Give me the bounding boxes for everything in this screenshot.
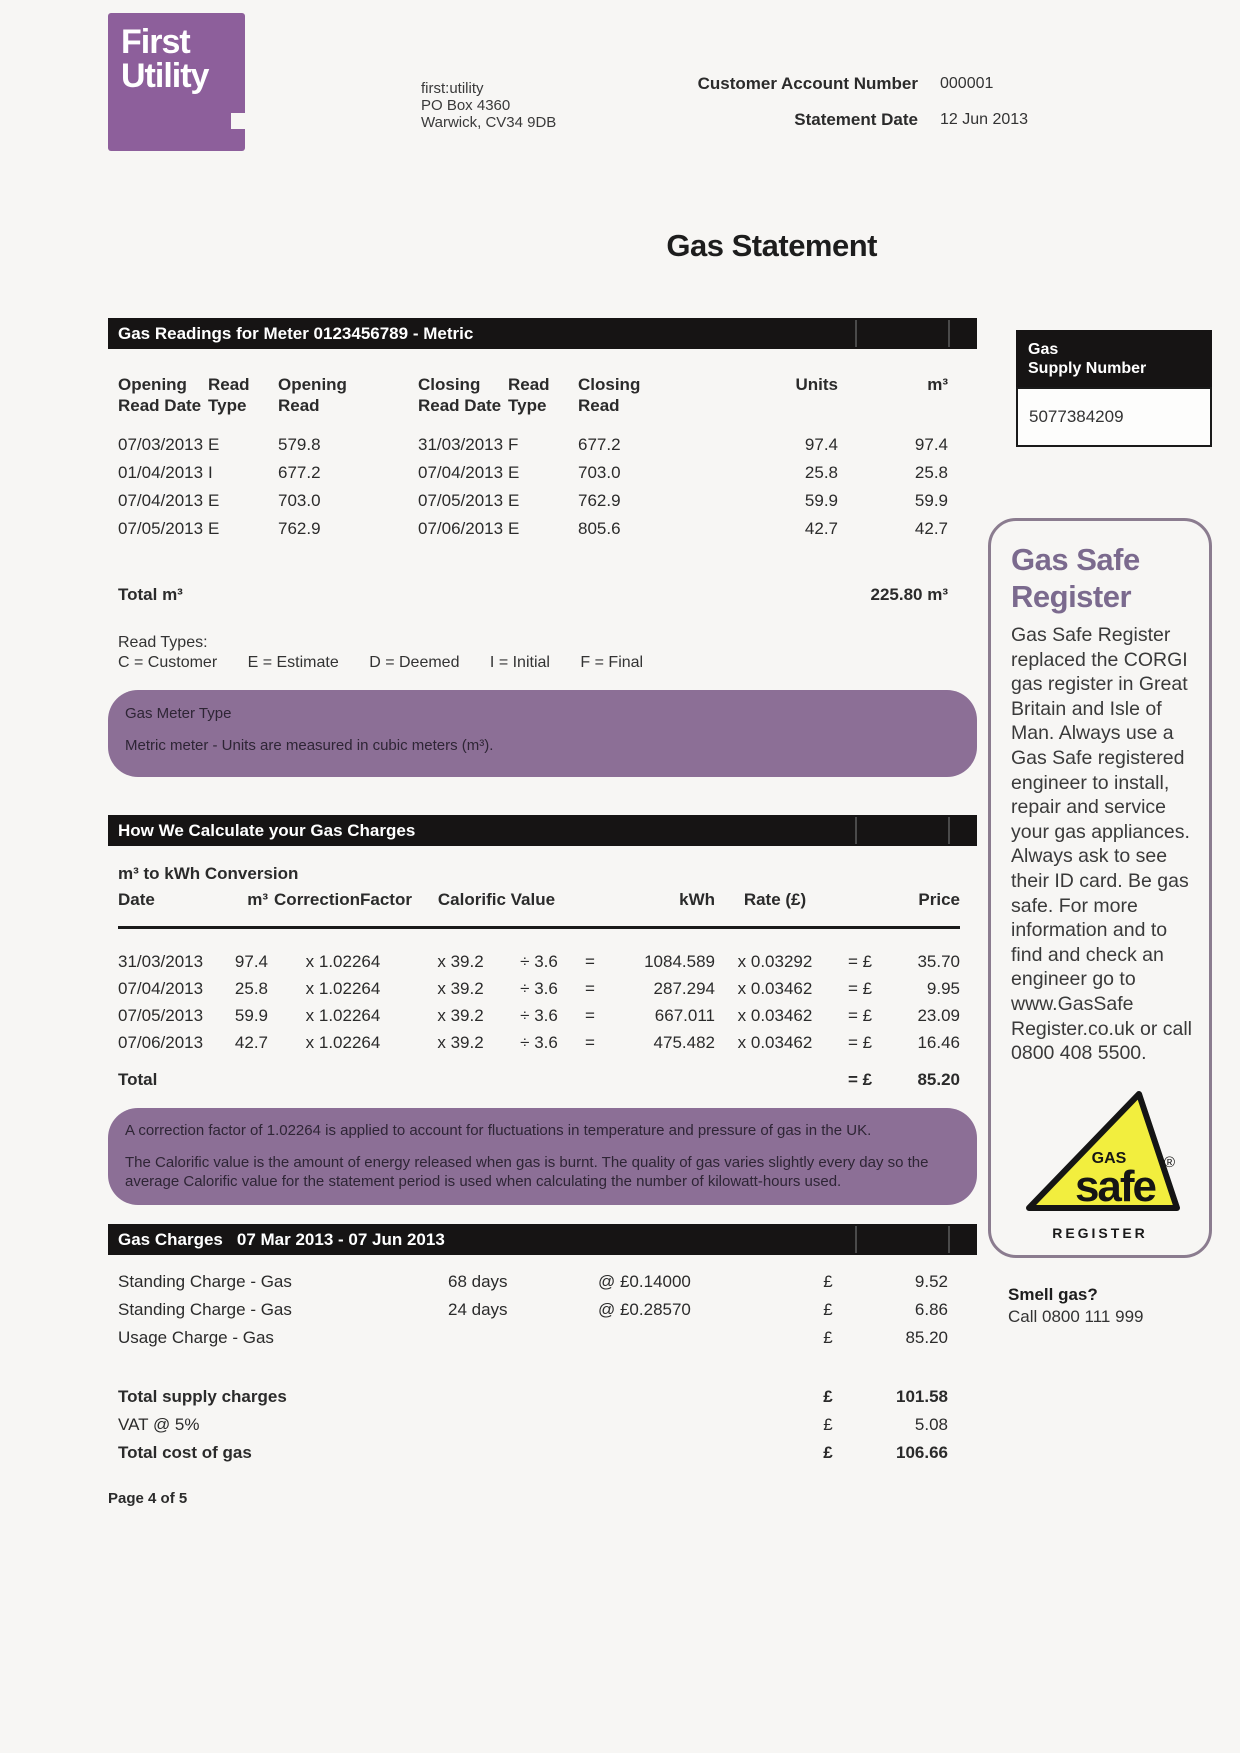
section-header-calculation — [108, 815, 977, 846]
logo-safe-text: safe — [1074, 1162, 1156, 1211]
correction-cell: x 1.02264 — [305, 978, 381, 998]
opening-date-cell: 01/04/2013 — [118, 463, 204, 482]
kwh-cell: 475.482 — [653, 1032, 715, 1052]
section-title-gas-charges: Gas Charges — [118, 1230, 223, 1249]
col-header-correction-factor: CorrectionFactor — [274, 890, 412, 909]
vat-label: VAT @ 5% — [118, 1415, 200, 1434]
m3-cell: 42.7 — [234, 1032, 268, 1052]
currency-symbol: £ — [823, 1300, 833, 1319]
col-header-opening-read: Opening Read — [278, 375, 347, 415]
account-number-value: 000001 — [940, 75, 994, 92]
bar-separator — [855, 320, 857, 347]
read-type-cell: I — [208, 463, 213, 482]
correction-cell: x 1.02264 — [305, 951, 381, 971]
m3-cell: 25.8 — [914, 463, 948, 482]
calculation-note-box — [108, 1108, 977, 1205]
currency-symbol: £ — [823, 1415, 833, 1434]
read-types-legend — [118, 633, 669, 673]
section-title-gas-readings: Gas Readings for Meter 0123456789 - Metric — [118, 324, 474, 343]
charge-days: 24 days — [448, 1300, 508, 1319]
opening-read-cell: 677.2 — [278, 463, 321, 482]
equals-pound: = £ — [847, 951, 873, 971]
m3-cell: 59.9 — [234, 1005, 268, 1025]
charge-amount: 85.20 — [905, 1328, 948, 1347]
bar-separator — [948, 320, 950, 347]
currency-symbol: £ — [823, 1328, 833, 1347]
equals-sign: = — [585, 1005, 595, 1025]
logo-text-line2: Utility — [121, 57, 209, 95]
smell-gas-title: Smell gas? — [1008, 1285, 1098, 1304]
calorific-cell: x 39.2 — [437, 978, 484, 998]
bar-separator — [948, 1226, 950, 1253]
conversion-table-rows — [118, 948, 960, 1056]
readings-total-row — [118, 585, 948, 605]
gas-supply-number-value: 5077384209 — [1016, 387, 1212, 447]
gas-safe-register-box — [988, 518, 1212, 1258]
closing-read-cell: 677.2 — [578, 435, 621, 454]
opening-read-cell: 703.0 — [278, 491, 321, 510]
col-header-closing-read: Closing Read — [578, 375, 641, 415]
conversion-total-equals-pound: = £ — [847, 1070, 873, 1089]
col-header-calorific-value: Calorific Value — [437, 890, 556, 909]
kwh-cell: 1084.589 — [644, 951, 715, 971]
smell-gas-phone: Call 0800 111 999 — [1008, 1307, 1144, 1326]
col-header-closing-read-date: Closing Read Date — [418, 375, 502, 415]
closing-read-cell: 703.0 — [578, 463, 621, 482]
col-header-rate: Rate (£) — [743, 890, 807, 909]
registered-trademark-icon: ® — [1164, 1154, 1176, 1171]
rate-cell: x 0.03462 — [737, 1032, 813, 1052]
calorific-value-note: The Calorific value is the amount of energy released when gas is burnt. The quality of gas varies slightly every day so the average Calorific value for the statement period is used when calculating the number of kilowatt-hours used. — [125, 1154, 929, 1190]
meter-type-title: Gas Meter Type — [125, 705, 232, 722]
price-cell: 16.46 — [917, 1032, 960, 1052]
closing-date-cell: 07/05/2013 — [418, 491, 504, 510]
section-header-gas-readings — [108, 318, 977, 349]
read-type-customer: C = Customer — [118, 654, 218, 671]
charge-description: Standing Charge - Gas — [118, 1272, 292, 1291]
closing-date-cell: 31/03/2013 — [418, 435, 504, 454]
equals-pound: = £ — [847, 1005, 873, 1025]
readings-header-row — [118, 374, 948, 416]
conversion-total-row — [118, 1070, 960, 1090]
logo-text-line1: First — [121, 23, 190, 61]
sender-name: first:utility — [421, 80, 484, 97]
conversion-header-divider — [118, 926, 960, 929]
equals-pound: = £ — [847, 1032, 873, 1052]
read-type-cell: E — [208, 519, 220, 538]
charge-amount: 6.86 — [914, 1300, 948, 1319]
closing-read-cell: 805.6 — [578, 519, 621, 538]
total-cost-of-gas-amount: 106.66 — [896, 1443, 948, 1462]
currency-symbol: £ — [823, 1272, 833, 1291]
m3-cell: 97.4 — [234, 951, 268, 971]
charge-days: 68 days — [448, 1272, 508, 1291]
m3-cell: 97.4 — [914, 435, 948, 454]
opening-date-cell: 07/05/2013 — [118, 519, 204, 538]
total-supply-charges-label: Total supply charges — [118, 1387, 287, 1406]
gas-safe-heading: Gas Safe Register — [1011, 542, 1140, 614]
conversion-subtitle: m³ to kWh Conversion — [118, 864, 299, 883]
section-title-calculation: How We Calculate your Gas Charges — [118, 821, 416, 840]
col-header-date: Date — [118, 890, 155, 909]
kwh-cell: 667.011 — [654, 1005, 715, 1025]
price-cell: 9.95 — [926, 978, 960, 998]
read-type-deemed: D = Deemed — [369, 654, 460, 671]
read-type-cell: E — [508, 463, 520, 482]
correction-cell: x 1.02264 — [305, 1005, 381, 1025]
conversion-header-row — [118, 890, 960, 910]
units-cell: 42.7 — [804, 519, 838, 538]
bar-separator — [855, 1226, 857, 1253]
conversion-total-label: Total — [118, 1070, 158, 1089]
col-header-m3: m³ — [247, 890, 268, 909]
page-title: Gas Statement — [666, 228, 877, 263]
meter-type-text: Metric meter - Units are measured in cubic meters (m³). — [125, 737, 494, 754]
col-header-read-type: Read Type — [208, 375, 250, 415]
divisor-cell: ÷ 3.6 — [520, 1005, 558, 1025]
sender-city: Warwick, CV34 9DB — [421, 114, 557, 131]
charges-totals-rows — [118, 1383, 948, 1467]
m3-cell: 59.9 — [914, 491, 948, 510]
units-cell: 25.8 — [804, 463, 838, 482]
read-type-estimate: E = Estimate — [247, 654, 339, 671]
calorific-cell: x 39.2 — [437, 951, 484, 971]
gas-safe-triangle-logo — [1023, 1087, 1183, 1215]
currency-symbol: £ — [823, 1443, 833, 1462]
equals-sign: = — [585, 978, 595, 998]
rate-cell: x 0.03292 — [737, 951, 813, 971]
page-footer: Page 4 of 5 — [108, 1490, 188, 1507]
section-header-gas-charges — [108, 1224, 977, 1255]
divisor-cell: ÷ 3.6 — [520, 951, 558, 971]
col-header-price: Price — [918, 890, 960, 909]
statement-date-label: Statement Date — [794, 110, 918, 129]
m3-cell: 25.8 — [234, 978, 268, 998]
read-types-label: Read Types: — [118, 634, 208, 651]
read-type-final: F = Final — [580, 654, 644, 671]
statement-date-value: 12 Jun 2013 — [940, 111, 1029, 128]
logo-register-text: REGISTER — [1052, 1225, 1148, 1241]
price-cell: 35.70 — [917, 951, 960, 971]
rate-cell: x 0.03462 — [737, 978, 813, 998]
total-cost-of-gas-label: Total cost of gas — [118, 1443, 252, 1462]
bar-separator — [855, 817, 857, 844]
charge-description: Standing Charge - Gas — [118, 1300, 292, 1319]
equals-sign: = — [585, 951, 595, 971]
units-cell: 59.9 — [804, 491, 838, 510]
closing-date-cell: 07/04/2013 — [418, 463, 504, 482]
equals-pound: = £ — [847, 978, 873, 998]
equals-sign: = — [585, 1032, 595, 1052]
read-type-cell: E — [508, 491, 520, 510]
gas-safe-body-text: Gas Safe Register replaced the CORGI gas register in Great Britain and Isle of Man. Always use a Gas Safe registered engineer to install, repair and service your gas appliances. Always ask to see their ID card. Be gas safe. For more information and to find and check an engineer go to www.GasSafe Register.co.uk or call 0800 408 5500. — [1011, 624, 1192, 1065]
read-type-cell: E — [208, 491, 220, 510]
date-cell: 07/06/2013 — [118, 1032, 204, 1052]
calorific-cell: x 39.2 — [437, 1005, 484, 1025]
total-supply-charges-amount: 101.58 — [896, 1387, 948, 1406]
col-header-kwh: kWh — [679, 890, 715, 909]
account-number-label: Customer Account Number — [697, 74, 918, 93]
col-header-units: Units — [795, 375, 838, 394]
charge-rate: @ £0.28570 — [598, 1300, 691, 1319]
vat-amount: 5.08 — [914, 1415, 948, 1434]
read-type-initial: I = Initial — [489, 654, 550, 671]
first-utility-logo — [108, 13, 245, 151]
readings-total-value: 225.80 m³ — [870, 585, 948, 604]
bar-separator — [948, 817, 950, 844]
meter-type-box — [108, 690, 977, 777]
charge-rate: @ £0.14000 — [598, 1272, 691, 1291]
gas-charges-date-range: 07 Mar 2013 - 07 Jun 2013 — [236, 1230, 445, 1249]
read-type-cell: F — [508, 435, 519, 454]
col-header-read-type: Read Type — [508, 375, 550, 415]
divisor-cell: ÷ 3.6 — [520, 978, 558, 998]
closing-date-cell: 07/06/2013 — [418, 519, 504, 538]
read-type-cell: E — [208, 435, 220, 454]
col-header-m3: m³ — [927, 375, 948, 394]
correction-cell: x 1.02264 — [305, 1032, 381, 1052]
kwh-cell: 287.294 — [653, 978, 715, 998]
opening-read-cell: 579.8 — [278, 435, 321, 454]
m3-cell: 42.7 — [914, 519, 948, 538]
conversion-total-value: 85.20 — [917, 1070, 960, 1089]
charges-table-rows — [118, 1268, 948, 1352]
closing-read-cell: 762.9 — [578, 491, 621, 510]
readings-table-rows — [118, 431, 948, 543]
calorific-cell: x 39.2 — [437, 1032, 484, 1052]
readings-total-label: Total m³ — [118, 585, 183, 604]
units-cell: 97.4 — [804, 435, 838, 454]
read-type-cell: E — [508, 519, 520, 538]
gas-supply-number-header: Gas Supply Number — [1016, 330, 1212, 387]
smell-gas-note — [1008, 1284, 1143, 1328]
opening-date-cell: 07/04/2013 — [118, 491, 204, 510]
correction-factor-note: A correction factor of 1.02264 is applied to account for fluctuations in temperature and pressure of gas in the UK. — [125, 1122, 872, 1139]
currency-symbol: £ — [823, 1387, 833, 1406]
price-cell: 23.09 — [917, 1005, 960, 1025]
charge-amount: 9.52 — [914, 1272, 948, 1291]
sender-pobox: PO Box 4360 — [421, 97, 511, 114]
divisor-cell: ÷ 3.6 — [520, 1032, 558, 1052]
date-cell: 07/05/2013 — [118, 1005, 204, 1025]
charge-description: Usage Charge - Gas — [118, 1328, 274, 1347]
opening-read-cell: 762.9 — [278, 519, 321, 538]
date-cell: 07/04/2013 — [118, 978, 204, 998]
rate-cell: x 0.03462 — [737, 1005, 813, 1025]
date-cell: 31/03/2013 — [118, 951, 204, 971]
opening-date-cell: 07/03/2013 — [118, 435, 204, 454]
col-header-opening-read-date: Opening Read Date — [118, 375, 202, 415]
logo-gas-text: GAS — [1091, 1150, 1127, 1167]
